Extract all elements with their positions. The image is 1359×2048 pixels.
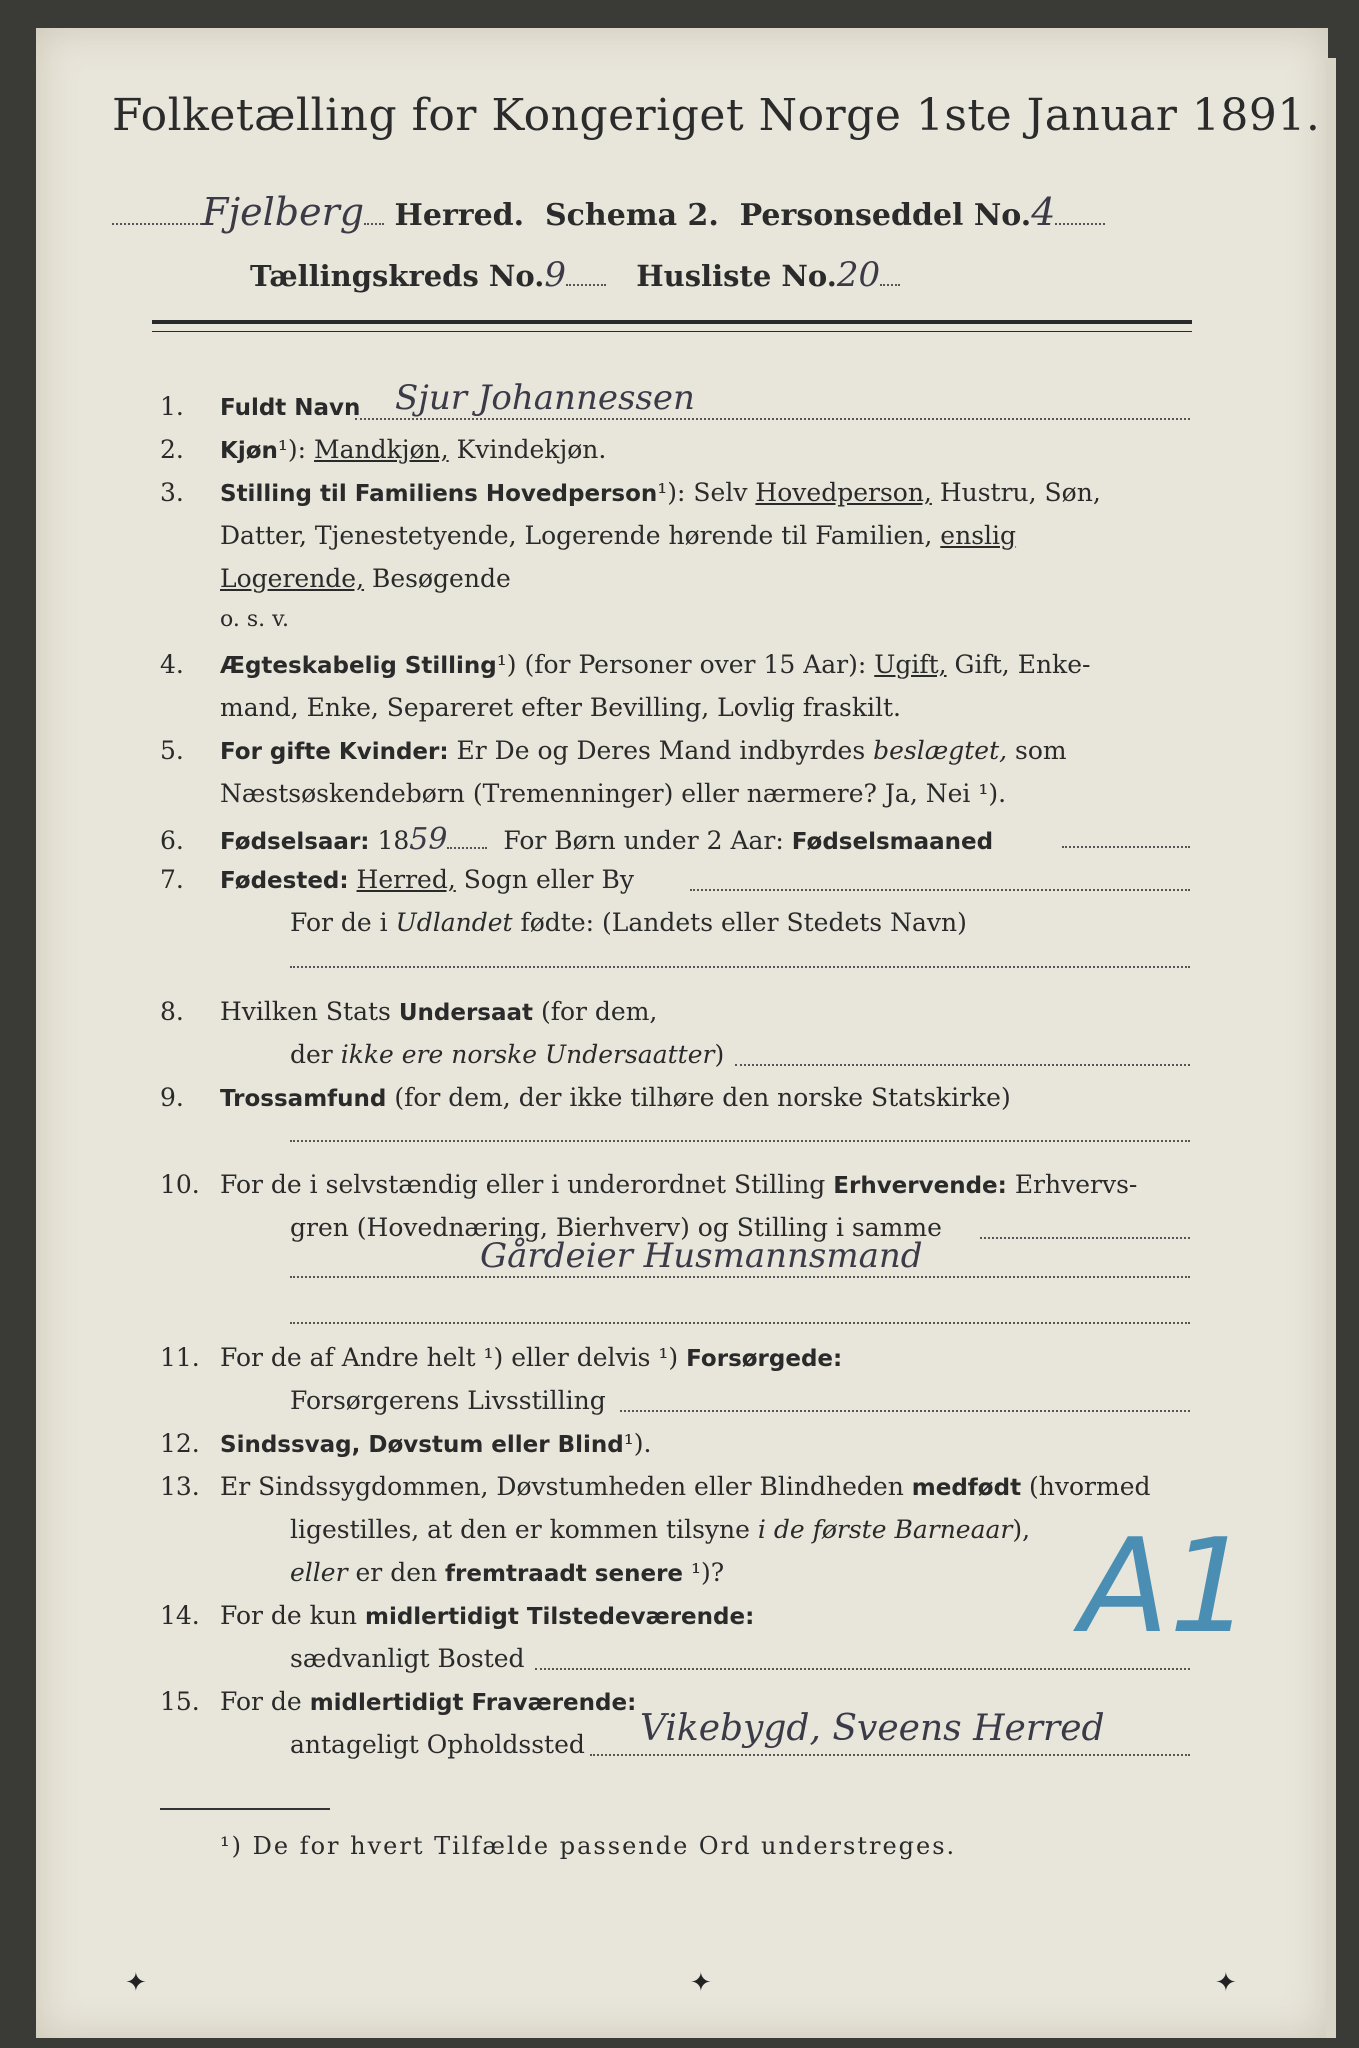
item-text-italic: Udlandet [395,908,513,937]
herred-value: Fjelberg [202,190,365,234]
item-4 [160,650,1090,679]
item-text: antageligt Opholdssted [290,1730,585,1759]
item-number: 4. [160,650,184,679]
item-13 [160,1472,1151,1501]
dotted-fill [880,284,900,286]
dotted-fill [980,1237,1190,1239]
item-label: midlertidigt Tilstedeværende: [364,1604,755,1630]
form-title: Folketælling for Kongeriget Norge 1ste Januar 1891. [112,90,1321,141]
header-rule-thin [152,331,1192,332]
option-herred-underlined: Herred, [356,865,456,894]
dotted-fill [735,1064,1190,1066]
header-rule-thick [152,320,1192,324]
item-14-line-2 [290,1644,525,1673]
footnote-ref: ¹)? [690,1558,725,1587]
registration-mark-icon: ✦ [1215,1968,1237,1998]
option-logerende-underlined: Logerende, [220,564,365,593]
item-3-line-2 [220,521,1016,550]
item-number: 14. [160,1601,200,1630]
item-5 [160,736,1067,765]
item-8-line-2 [290,1040,724,1069]
item-text: o. s. v. [220,607,289,632]
item-6 [160,822,993,857]
item-text: (hvormed [1029,1472,1151,1501]
item-text-italic: beslægtet, [873,736,1008,765]
dotted-fill [290,966,1190,968]
item-text-italic: ikke ere norske Undersaatter [340,1040,715,1069]
item-text: mand, Enke, Separeret efter Bevilling, Lovlig fraskilt. [220,693,901,722]
personseddel-value: 4 [1031,190,1056,234]
option-mandkjon-underlined: Mandkjøn, [314,435,449,464]
item-3-line-3 [220,564,511,593]
item-text: Er De og Deres Mand indbyrdes [456,736,866,765]
footnote-ref: ¹). [623,1429,652,1458]
item-text: For de [220,1687,302,1716]
item-text: Sogn eller By [463,865,634,894]
item-number: 5. [160,736,184,765]
item-number: 13. [160,1472,200,1501]
item-text: ) [714,1040,725,1069]
footnote: ¹) De for hvert Tilfælde passende Ord understreges. [220,1832,957,1860]
item-number: 3. [160,478,184,507]
item-number: 15. [160,1687,200,1716]
item-text-italic: eller [290,1558,348,1587]
item-label: Fødested: [220,868,349,894]
taellingskreds-value: 9 [544,255,566,295]
dotted-fill [566,284,606,286]
form-header-line-1 [112,190,1222,240]
item-text: ), [1012,1515,1031,1544]
item-3-line-4 [220,607,289,632]
item-14 [160,1601,754,1630]
item-number: 7. [160,865,184,894]
item-text: For de i selvstændig eller i underordnet Stilling [220,1170,826,1199]
item-4-line-2 [220,693,901,722]
dotted-fill [355,418,1190,420]
dotted-fill [290,1140,1190,1142]
item-label: Stilling til Familiens Hovedperson [220,481,658,507]
item-text: Forsørgerens Livsstilling [290,1386,606,1415]
item-label: Sindssvag, Døvstum eller Blind [220,1432,624,1458]
item-label: fremtraadt senere [445,1561,684,1587]
item-3 [160,478,1101,507]
item-label: For gifte Kvinder: [220,739,449,765]
item-text: fødte: (Landets eller Stedets Navn) [520,908,967,937]
item-text: For de af Andre helt ¹) eller delvis ¹) [220,1343,679,1372]
item-text: Erhvervs- [1014,1170,1138,1199]
item-number: 12. [160,1429,200,1458]
dotted-fill [290,1276,1190,1278]
item-number: 10. [160,1170,200,1199]
item-label: Fuldt Navn [220,395,361,421]
item-text-italic: i de første Barneaar [757,1515,1013,1544]
item-text: For de kun [220,1601,358,1630]
item-text: som [1015,736,1067,765]
birth-year-answer: 59 [409,822,448,857]
item-label: Fødselsmaaned [791,829,994,855]
item-1 [160,392,360,421]
item-text: gren (Hovednæring, Bierhverv) og Stilling i samme [290,1213,942,1242]
husliste-label: Husliste No. [636,259,837,293]
item-number: 9. [160,1083,184,1112]
item-label: midlertidigt Fraværende: [309,1690,637,1716]
item-label: Ægteskabelig Stilling [220,653,497,679]
dotted-fill [620,1410,1190,1412]
item-13-line-3 [290,1558,724,1587]
item-text: der [290,1040,333,1069]
footnote-ref: ¹) [496,650,517,679]
year-prefix: 18 [377,826,410,855]
personseddel-label: Personseddel No. [739,198,1032,233]
footnote-rule [160,1808,330,1810]
item-number: 8. [160,997,184,1026]
taellingskreds-label: Tællingskreds No. [250,259,545,293]
dotted-fill [364,223,384,225]
item-12 [160,1429,652,1458]
item-label: medfødt [911,1475,1022,1501]
item-text: sædvanligt Bosted [290,1644,525,1673]
registration-mark-icon: ✦ [690,1968,712,1998]
item-7-line-2 [290,908,967,937]
dotted-fill [290,1322,1190,1324]
occupation-answer: Gårdeier Husmannsmand [480,1236,923,1276]
item-label: Fødselsaar: [220,829,370,855]
item-text: For Børn under 2 Aar: [503,826,784,855]
full-name-answer: Sjur Johannessen [395,378,695,418]
footnote-ref: ¹): [277,435,307,464]
item-11 [160,1343,842,1372]
item-13-line-2 [290,1515,1030,1544]
option-ugift-underlined: Ugift, [874,650,947,679]
item-label: Forsørgede: [686,1346,843,1372]
dotted-fill [112,223,202,225]
option-kvindekjon: Kvindekjøn. [456,435,607,464]
item-15-line-2 [290,1730,585,1759]
item-text: er den [355,1558,438,1587]
item-text: Næstsøskendebørn (Tremenninger) eller nærmere? Ja, Nei ¹). [220,779,1007,808]
item-text: Datter, Tjenestetyende, Logerende hørende til Familien, [220,521,933,550]
item-10 [160,1170,1137,1199]
schema-label: Schema 2. [545,198,719,233]
item-label: Kjøn [220,438,278,464]
registration-mark-icon: ✦ [125,1968,147,1998]
item-label: Undersaat [398,1000,534,1026]
dotted-fill [447,847,487,849]
item-label: Trossamfund [220,1086,387,1112]
item-7 [160,865,634,894]
husliste-value: 20 [836,255,881,295]
item-text: (for dem, [540,997,658,1026]
item-15 [160,1687,636,1716]
item-text: Hustru, Søn, [939,478,1101,507]
item-11-line-2 [290,1386,606,1415]
herred-label: Herred. [394,198,525,233]
dotted-fill [690,889,1190,891]
item-text: Selv [693,478,748,507]
item-5-line-2 [220,779,1006,808]
dotted-fill [1062,846,1190,848]
item-number: 1. [160,392,184,421]
item-number: 2. [160,435,184,464]
item-text: Er Sindssygdommen, Døvstumheden eller Blindheden [220,1472,904,1501]
option-hovedperson-underlined: Hovedperson, [755,478,932,507]
dotted-fill [535,1668,1190,1670]
option-enslig-underlined: enslig [940,521,1017,550]
footnote-ref: ¹): [657,478,686,507]
item-text: Besøgende [372,564,511,593]
form-header-line-2 [250,255,1150,301]
item-text: For de i [290,908,388,937]
dotted-fill [590,1754,1190,1756]
item-text: ligestilles, at den er kommen tilsyne [290,1515,750,1544]
dotted-fill [1055,223,1105,225]
item-8 [160,997,657,1026]
item-text: (for dem, der ikke tilhøre den norske Statskirke) [394,1083,1011,1112]
a1-stamp: A1 [1080,1510,1252,1662]
item-label: Erhvervende: [833,1173,1007,1199]
item-text: Hvilken Stats [220,997,391,1026]
item-2 [160,435,606,464]
item-9 [160,1083,1011,1112]
residence-answer: Vikebygd, Sveens Herred [640,1708,1105,1749]
item-number: 11. [160,1343,200,1372]
item-text: Gift, Enke- [954,650,1091,679]
item-text: (for Personer over 15 Aar): [524,650,867,679]
item-number: 6. [160,826,184,855]
